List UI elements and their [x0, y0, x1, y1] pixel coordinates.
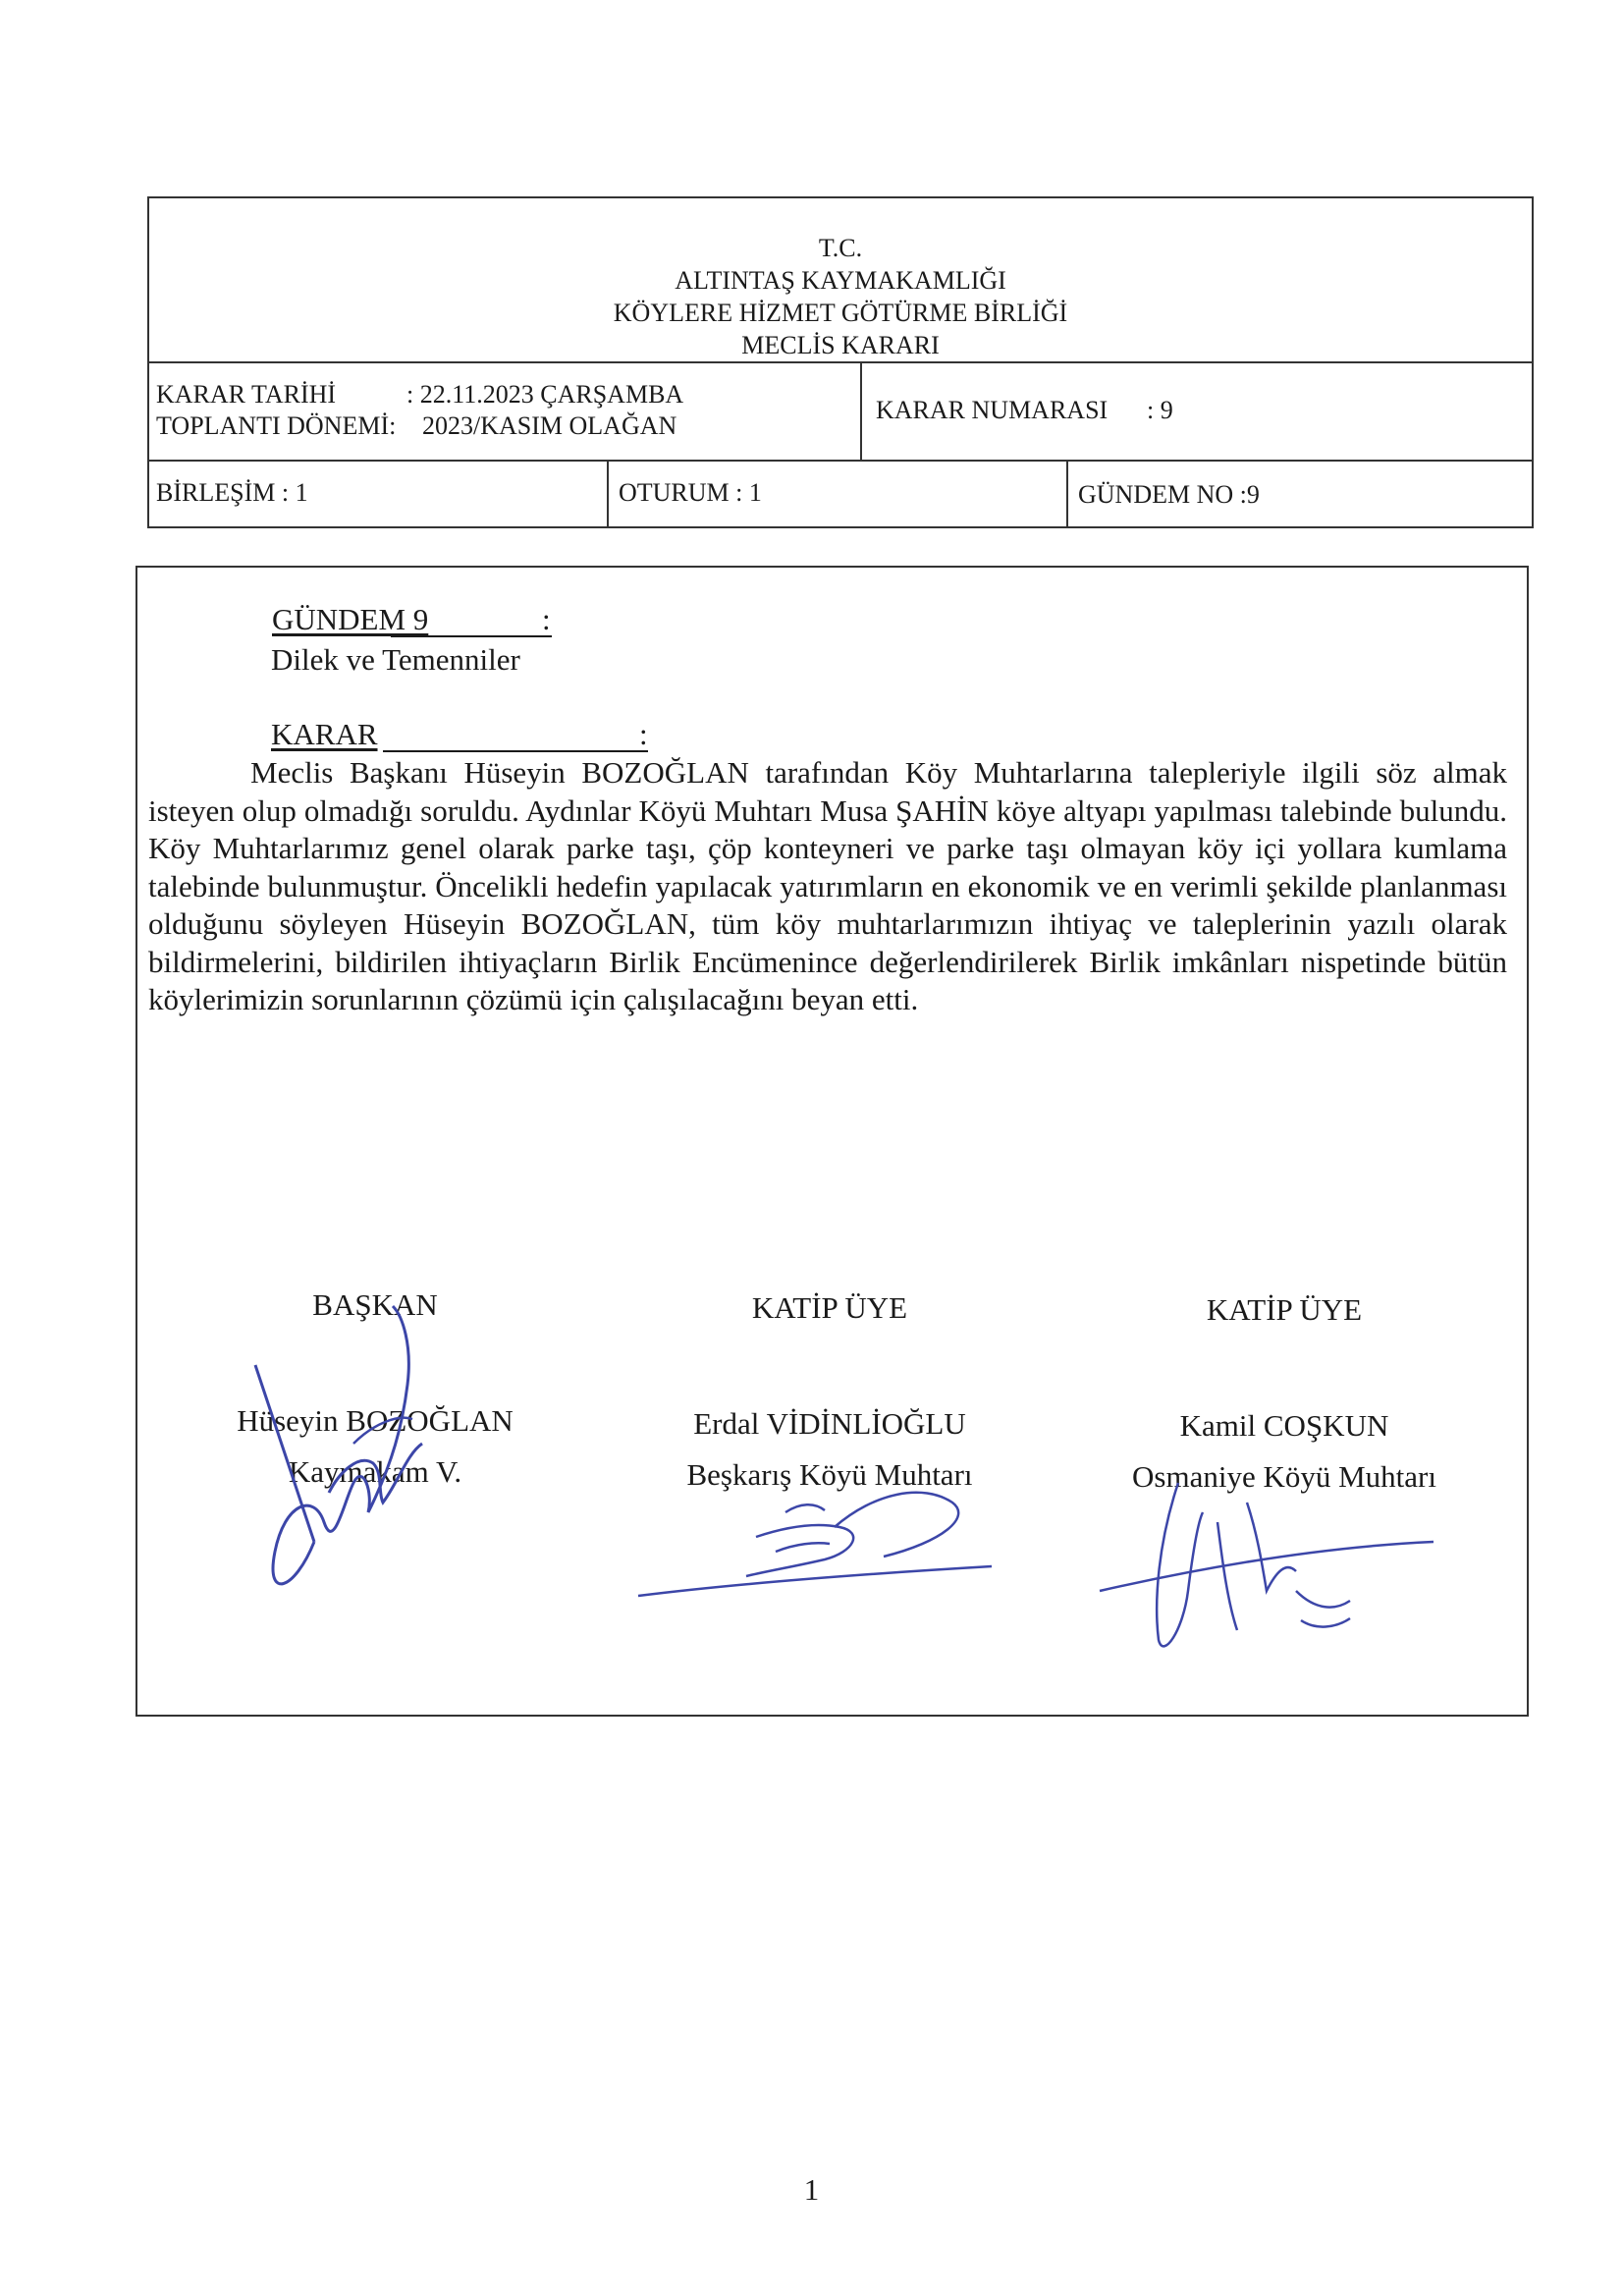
header-divider-2 — [149, 460, 1532, 462]
signature-name: Hüseyin BOZOĞLAN — [237, 1403, 514, 1438]
gundem-heading: GÜNDEM 9 — [272, 602, 429, 636]
gundem-heading-rule — [391, 635, 552, 637]
header-line-meclis-karari: MECLİS KARARI — [741, 331, 940, 359]
karar-heading: KARAR — [271, 717, 378, 751]
karar-heading-colon: : — [639, 717, 648, 751]
meta-row3-divider-1 — [607, 460, 609, 528]
header-box — [147, 196, 1534, 528]
signature-role: Kaymakam V. — [288, 1454, 462, 1489]
karar-tarihi-label: KARAR TARİHİ — [156, 380, 337, 409]
gundem-title: Dilek ve Temenniler — [271, 642, 520, 677]
signature-role: Osmaniye Köyü Muhtarı — [1132, 1459, 1436, 1494]
signature-role: Beşkarış Köyü Muhtarı — [686, 1457, 973, 1492]
gundem-heading-colon: : — [542, 602, 551, 636]
gundem-no-cell: GÜNDEM NO :9 — [1078, 480, 1260, 509]
signature-name: Kamil COŞKUN — [1179, 1408, 1389, 1443]
header-line-tc: T.C. — [818, 234, 863, 262]
signature-title: BAŞKAN — [312, 1287, 438, 1322]
header-divider-1 — [149, 361, 1532, 363]
header-line-kaymakamlik: ALTINTAŞ KAYMAKAMLIĞI — [675, 266, 1006, 295]
karar-tarihi-value: : 22.11.2023 ÇARŞAMBA — [406, 380, 684, 409]
karar-heading-rule — [383, 750, 648, 752]
signature-scribble-katip-2-icon — [1090, 1463, 1443, 1660]
signature-block-katip-1 — [623, 1288, 1036, 1495]
signature-title: KATİP ÜYE — [751, 1290, 908, 1325]
meta-row3-divider-2 — [1066, 460, 1068, 528]
signature-title: KATİP ÜYE — [1206, 1292, 1363, 1327]
signature-scribble-baskan-icon — [236, 1306, 452, 1601]
toplanti-donemi-value: 2023/KASIM OLAĞAN — [422, 411, 677, 440]
karar-numarasi-label: KARAR NUMARASI — [876, 396, 1109, 424]
signature-scribble-katip-1-icon — [628, 1473, 1001, 1611]
oturum-cell: OTURUM : 1 — [619, 478, 762, 507]
signature-name: Erdal VİDİNLİOĞLU — [693, 1406, 966, 1441]
page-number: 1 — [803, 2172, 820, 2207]
birlesim-cell: BİRLEŞİM : 1 — [156, 478, 308, 507]
karar-paragraph: Meclis Başkanı Hüseyin BOZOĞLAN tarafından Köy Muhtarlarına talepleriyle ilgili söz almak isteyen olup olmadığı soruldu. Aydınlar Köyü Muhtarı Musa ŞAHİN köye altyapı yapılması talebinde bulundu. Köy Muhtarlarımız genel olarak parke taşı, çöp konteyneri ve parke taşı olmayan köy içi yollara kumlama talebinde bulunmuştur. Öncelikli hedefin yapılacak yatırımların en ekonomik ve en verimli şekilde planlanması olduğunu söyleyen Hüseyin BOZOĞLAN, tüm köy muhtarlarımızın ihtiyaç ve taleplerinin yazılı olarak bildirmelerini, bildirilen ihtiyaçların Birlik Encümenince değerlendirilerek Birlik imkânları nispetinde bütün köylerimizin sorunlarının çözümü için çalışılacağını beyan etti. — [148, 755, 1507, 1016]
header-line-birlik: KÖYLERE HİZMET GÖTÜRME BİRLİĞİ — [613, 299, 1068, 327]
meta-row-divider — [860, 361, 862, 460]
karar-numarasi-value: : 9 — [1147, 396, 1173, 424]
toplanti-donemi-label: TOPLANTI DÖNEMİ: — [156, 411, 397, 440]
